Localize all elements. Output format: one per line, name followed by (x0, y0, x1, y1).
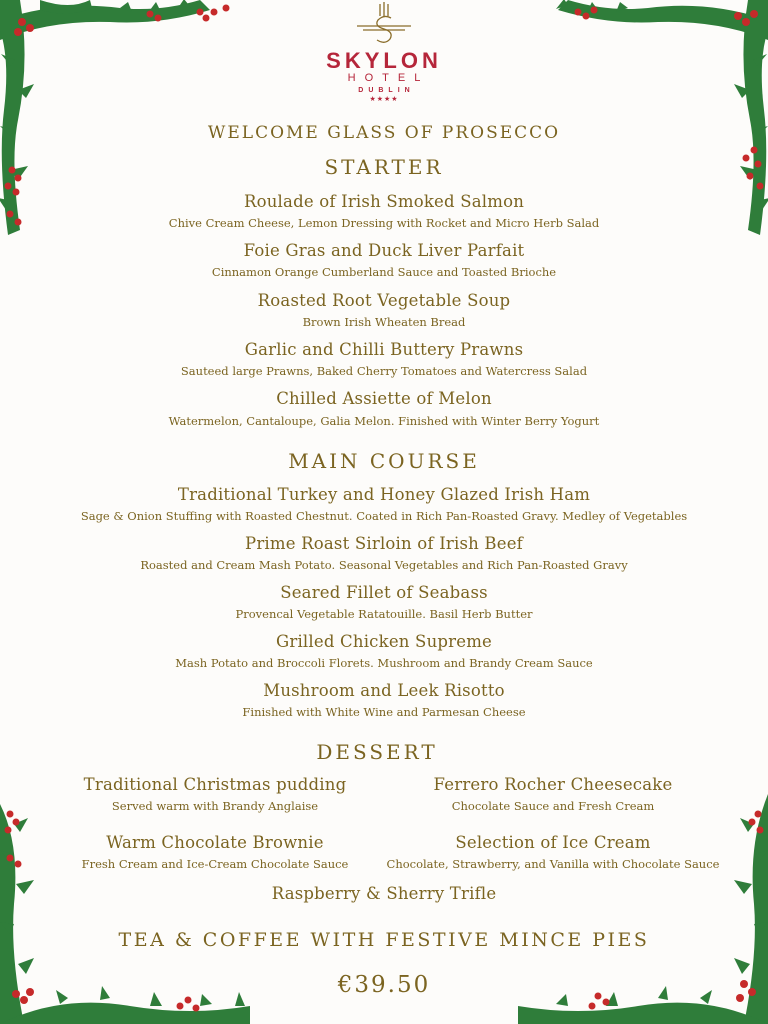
section-heading-main-course: MAIN COURSE (288, 449, 480, 473)
brand-name: SKYLON (326, 48, 442, 73)
brand-city: DUBLIN (358, 87, 415, 94)
dish-name: Mushroom and Leek Risotto (263, 681, 505, 700)
section-heading-starter: STARTER (324, 155, 444, 179)
dish-description: Sage & Onion Stuffing with Roasted Chestnut. Coated in Rich Pan-Roasted Gravy. Medley of Vegetables (80, 509, 688, 523)
tea-coffee-line: TEA & COFFEE WITH FESTIVE MINCE PIES (118, 929, 650, 951)
dish-description: Chive Cream Cheese, Lemon Dressing with Rocket and Micro Herb Salad (168, 216, 600, 230)
dish-name: Ferrero Rocher Cheesecake (433, 775, 673, 794)
dish-description: Fresh Cream and Ice-Cream Chocolate Sauce (81, 857, 349, 871)
dish-name: Garlic and Chilli Buttery Prawns (244, 340, 524, 359)
dish-description: Brown Irish Wheaten Bread (302, 315, 466, 329)
brand-star-rating: ★★★★ (369, 95, 399, 103)
dish-name: Grilled Chicken Supreme (275, 632, 493, 651)
dish-description: Served warm with Brandy Anglaise (111, 799, 319, 813)
dish-name: Traditional Christmas pudding (83, 775, 347, 794)
dish-name: Prime Roast Sirloin of Irish Beef (245, 534, 523, 553)
menu-price: €39.50 (337, 972, 431, 998)
brand-type: HOTEL (347, 72, 430, 84)
welcome-drink: WELCOME GLASS OF PROSECCO (207, 123, 561, 143)
dish-name: Traditional Turkey and Honey Glazed Irish Ham (177, 485, 591, 504)
dish-description: Roasted and Cream Mash Potato. Seasonal Vegetables and Rich Pan-Roasted Gravy (140, 558, 628, 572)
dish-description: Sauteed large Prawns, Baked Cherry Tomatoes and Watercress Salad (180, 364, 588, 378)
dish-name: Selection of Ice Cream (455, 833, 651, 852)
section-heading-dessert: DESSERT (316, 740, 438, 764)
dish-name: Raspberry & Sherry Trifle (271, 884, 497, 903)
dish-name: Chilled Assiette of Melon (276, 389, 492, 408)
dish-description: Provencal Vegetable Ratatouille. Basil Herb Butter (235, 607, 533, 621)
dish-description: Finished with White Wine and Parmesan Cheese (242, 705, 526, 719)
dish-name: Roulade of Irish Smoked Salmon (243, 192, 525, 211)
dish-name: Foie Gras and Duck Liver Parfait (243, 241, 525, 260)
dish-name: Seared Fillet of Seabass (280, 583, 488, 602)
dish-description: Mash Potato and Broccoli Florets. Mushroom and Brandy Cream Sauce (175, 656, 593, 670)
dish-description: Chocolate Sauce and Fresh Cream (451, 799, 655, 813)
dish-description: Chocolate, Strawberry, and Vanilla with Chocolate Sauce (386, 857, 720, 871)
dish-name: Warm Chocolate Brownie (106, 833, 324, 852)
dish-name: Roasted Root Vegetable Soup (257, 291, 511, 310)
dish-description: Cinnamon Orange Cumberland Sauce and Toasted Brioche (211, 265, 557, 279)
dish-description: Watermelon, Cantaloupe, Galia Melon. Finished with Winter Berry Yogurt (168, 414, 600, 428)
hotel-logo-icon (355, 2, 413, 52)
